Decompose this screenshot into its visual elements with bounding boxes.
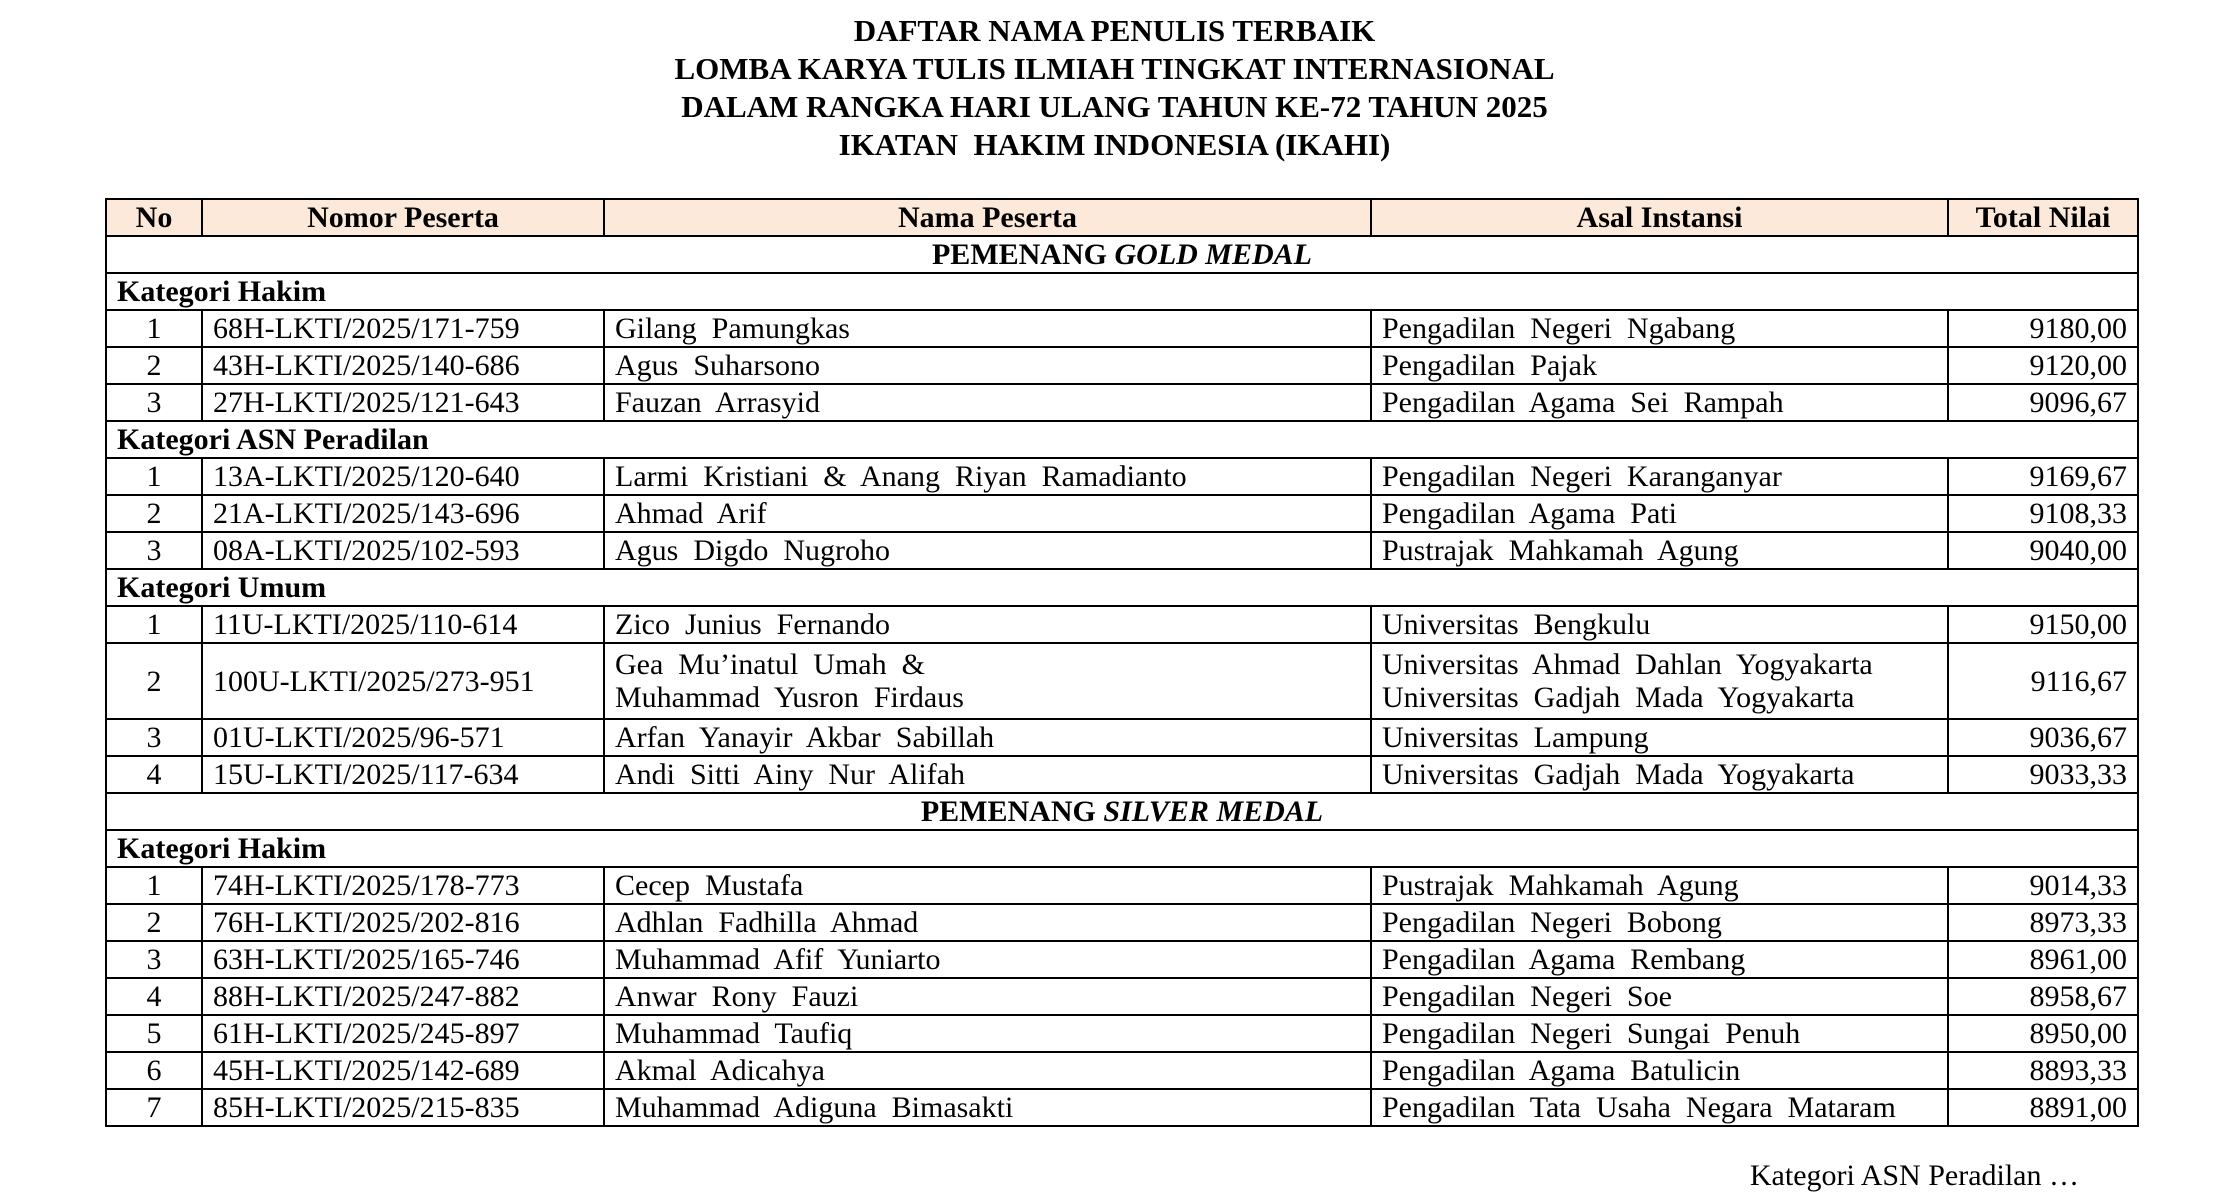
header-asal-instansi: Asal Instansi [1371,199,1948,236]
cell-no: 2 [106,347,202,384]
cell-nomor-peserta: 01U-LKTI/2025/96-571 [202,719,604,756]
instansi-line: Pengadilan Agama Batulicin [1382,1054,1741,1087]
category-row [106,273,2138,310]
table-row [106,756,2138,793]
cell-nomor-peserta: 85H-LKTI/2025/215-835 [202,1089,604,1126]
cell-total-nilai: 8891,00 [1948,1089,2138,1126]
cell-nama-peserta [604,1052,1371,1089]
nama-line: Arfan Yanayir Akbar Sabillah [615,721,995,754]
table-body [106,236,2138,1126]
cell-nama-peserta [604,1089,1371,1126]
cell-total-nilai: 8973,33 [1948,904,2138,941]
table-row [106,1015,2138,1052]
cell-nomor-peserta: 76H-LKTI/2025/202-816 [202,904,604,941]
instansi-line: Pengadilan Negeri Soe [1382,980,1672,1013]
cell-total-nilai: 9120,00 [1948,347,2138,384]
cell-no: 2 [106,643,202,719]
cell-no: 6 [106,1052,202,1089]
cell-nama-peserta [604,495,1371,532]
cell-asal-instansi [1371,458,1948,495]
cell-no: 5 [106,1015,202,1052]
cell-nomor-peserta: 45H-LKTI/2025/142-689 [202,1052,604,1089]
cell-nomor-peserta: 74H-LKTI/2025/178-773 [202,867,604,904]
nama-line: Akmal Adicahya [615,1054,825,1087]
nama-line: Muhammad Taufiq [615,1017,853,1050]
instansi-line: Universitas Gadjah Mada Yogyakarta [1382,758,1855,791]
cell-nama-peserta [604,719,1371,756]
cell-nomor-peserta: 27H-LKTI/2025/121-643 [202,384,604,421]
table-row [106,1089,2138,1126]
cell-no: 1 [106,606,202,643]
cell-no: 3 [106,941,202,978]
cell-nama-peserta [604,756,1371,793]
nama-line: Andi Sitti Ainy Nur Alifah [615,758,966,791]
category-title: Kategori Hakim [106,273,2138,310]
cell-nama-peserta [604,310,1371,347]
cell-asal-instansi [1371,310,1948,347]
table-row [106,606,2138,643]
instansi-line: Pengadilan Negeri Bobong [1382,906,1722,939]
cell-nomor-peserta: 68H-LKTI/2025/171-759 [202,310,604,347]
nama-line: Muhammad Yusron Firdaus [615,681,964,714]
title-line-3: DALAM RANGKA HARI ULANG TAHUN KE-72 TAHUN 2025 [681,89,1548,124]
cell-nama-peserta [604,643,1371,719]
table-row [106,719,2138,756]
instansi-line: Pengadilan Agama Rembang [1382,943,1746,976]
cell-total-nilai: 8950,00 [1948,1015,2138,1052]
instansi-line: Universitas Gadjah Mada Yogyakarta [1382,681,1855,714]
category-title: Kategori ASN Peradilan [106,421,2138,458]
cell-total-nilai: 9040,00 [1948,532,2138,569]
cell-total-nilai: 8961,00 [1948,941,2138,978]
cell-total-nilai: 9169,67 [1948,458,2138,495]
nama-line: Cecep Mustafa [615,869,804,902]
table-row [106,941,2138,978]
cell-nomor-peserta: 11U-LKTI/2025/110-614 [202,606,604,643]
nama-line: Larmi Kristiani & Anang Riyan Ramadianto [615,460,1187,493]
table-row [106,347,2138,384]
category-title: Kategori Umum [106,569,2138,606]
table-row [106,384,2138,421]
cell-total-nilai: 9014,33 [1948,867,2138,904]
cell-no: 3 [106,384,202,421]
cell-nama-peserta [604,347,1371,384]
cell-nomor-peserta: 15U-LKTI/2025/117-634 [202,756,604,793]
instansi-line: Pustrajak Mahkamah Agung [1382,869,1739,902]
nama-line: Ahmad Arif [615,497,767,530]
cell-asal-instansi [1371,495,1948,532]
cell-asal-instansi [1371,606,1948,643]
cell-asal-instansi [1371,1052,1948,1089]
cell-nomor-peserta: 63H-LKTI/2025/165-746 [202,941,604,978]
winners-table [105,198,2139,1127]
cell-asal-instansi [1371,643,1948,719]
table-row [106,310,2138,347]
instansi-line: Pengadilan Negeri Karanganyar [1382,460,1782,493]
instansi-line: Pengadilan Negeri Sungai Penuh [1382,1017,1801,1050]
header-no: No [106,199,202,236]
cell-asal-instansi [1371,347,1948,384]
cell-no: 4 [106,756,202,793]
title-line-4: IKATAN HAKIM INDONESIA (IKAHI) [838,127,1391,162]
instansi-line: Pengadilan Agama Sei Rampah [1382,386,1784,419]
table-row [106,904,2138,941]
cell-nama-peserta [604,941,1371,978]
cell-total-nilai: 9180,00 [1948,310,2138,347]
cell-no: 4 [106,978,202,1015]
nama-line: Anwar Rony Fauzi [615,980,859,1013]
cell-no: 2 [106,904,202,941]
cell-total-nilai: 8893,33 [1948,1052,2138,1089]
cell-nama-peserta [604,606,1371,643]
table-row [106,532,2138,569]
document-title [0,12,2229,164]
cell-nama-peserta [604,532,1371,569]
nama-line: Muhammad Afif Yuniarto [615,943,941,976]
cell-total-nilai: 9116,67 [1948,643,2138,719]
nama-line: Gilang Pamungkas [615,312,850,345]
cell-asal-instansi [1371,904,1948,941]
cell-total-nilai: 9108,33 [1948,495,2138,532]
cell-nomor-peserta: 43H-LKTI/2025/140-686 [202,347,604,384]
section-title [106,793,2138,830]
category-row [106,569,2138,606]
cell-asal-instansi [1371,384,1948,421]
cell-no: 3 [106,719,202,756]
cell-asal-instansi [1371,532,1948,569]
table-row [106,458,2138,495]
header-nama-peserta: Nama Peserta [604,199,1371,236]
cell-asal-instansi [1371,978,1948,1015]
section-prefix: PEMENANG [920,795,1104,828]
cell-no: 1 [106,310,202,347]
table-header-row [106,199,2138,236]
cell-no: 7 [106,1089,202,1126]
section-medal: SILVER MEDAL [1103,795,1324,828]
table-row [106,643,2138,719]
nama-line: Muhammad Adiguna Bimasakti [615,1091,1014,1124]
cell-nama-peserta [604,458,1371,495]
cell-nama-peserta [604,867,1371,904]
cell-asal-instansi [1371,756,1948,793]
cell-asal-instansi [1371,867,1948,904]
title-line-2: LOMBA KARYA TULIS ILMIAH TINGKAT INTERNASIONAL [674,51,1555,86]
instansi-line: Universitas Ahmad Dahlan Yogyakarta [1382,648,1873,681]
cell-nama-peserta [604,904,1371,941]
cell-total-nilai: 9036,67 [1948,719,2138,756]
nama-line: Adhlan Fadhilla Ahmad [615,906,919,939]
instansi-line: Pengadilan Tata Usaha Negara Mataram [1382,1091,1896,1124]
table-row [106,495,2138,532]
cell-total-nilai: 8958,67 [1948,978,2138,1015]
section-row [106,236,2138,273]
section-title [106,236,2138,273]
cell-no: 3 [106,532,202,569]
cell-total-nilai: 9150,00 [1948,606,2138,643]
instansi-line: Pengadilan Agama Pati [1382,497,1677,530]
cell-no: 1 [106,458,202,495]
table-row [106,978,2138,1015]
cell-asal-instansi [1371,719,1948,756]
cell-no: 2 [106,495,202,532]
cell-asal-instansi [1371,1015,1948,1052]
cell-nomor-peserta: 61H-LKTI/2025/245-897 [202,1015,604,1052]
nama-line: Agus Digdo Nugroho [615,534,890,567]
cell-nomor-peserta: 21A-LKTI/2025/143-696 [202,495,604,532]
instansi-line: Pengadilan Pajak [1382,349,1597,382]
cell-nama-peserta [604,384,1371,421]
cell-nomor-peserta: 88H-LKTI/2025/247-882 [202,978,604,1015]
cell-nomor-peserta: 100U-LKTI/2025/273-951 [202,643,604,719]
continuation-note: Kategori ASN Peradilan … [1749,1159,2079,1192]
section-prefix: PEMENANG [931,238,1115,271]
title-line-1: DAFTAR NAMA PENULIS TERBAIK [853,13,1376,48]
category-row [106,421,2138,458]
nama-line: Zico Junius Fernando [615,608,890,641]
cell-total-nilai: 9033,33 [1948,756,2138,793]
cell-nama-peserta [604,1015,1371,1052]
category-title: Kategori Hakim [106,830,2138,867]
instansi-line: Universitas Lampung [1382,721,1649,754]
category-row [106,830,2138,867]
cell-asal-instansi [1371,941,1948,978]
cell-asal-instansi [1371,1089,1948,1126]
table-row [106,867,2138,904]
cell-nomor-peserta: 13A-LKTI/2025/120-640 [202,458,604,495]
section-row [106,793,2138,830]
instansi-line: Universitas Bengkulu [1382,608,1651,641]
section-medal: GOLD MEDAL [1114,238,1312,271]
cell-nomor-peserta: 08A-LKTI/2025/102-593 [202,532,604,569]
instansi-line: Pustrajak Mahkamah Agung [1382,534,1739,567]
instansi-line: Pengadilan Negeri Ngabang [1382,312,1736,345]
cell-nama-peserta [604,978,1371,1015]
nama-line: Fauzan Arrasyid [615,386,820,419]
nama-line: Gea Mu’inatul Umah & [615,648,925,681]
header-nomor-peserta: Nomor Peserta [202,199,604,236]
nama-line: Agus Suharsono [615,349,821,382]
header-total-nilai: Total Nilai [1948,199,2138,236]
table-row [106,1052,2138,1089]
cell-total-nilai: 9096,67 [1948,384,2138,421]
cell-no: 1 [106,867,202,904]
